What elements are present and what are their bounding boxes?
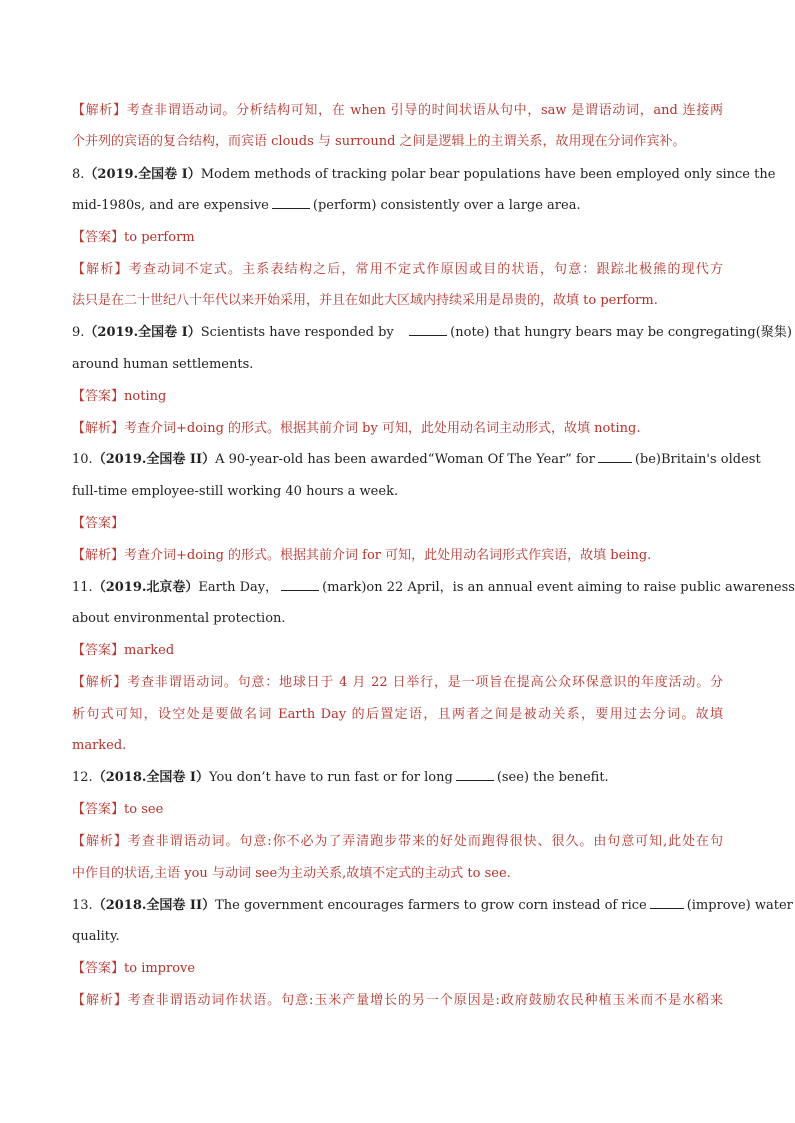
answer-11 [72, 642, 723, 660]
answer-label: 【答案】 [72, 516, 125, 531]
analysis-line: 中作目的状语,主语 you 与动词 see为主动关系,故填不定式的主动式 to see. [72, 866, 511, 881]
question-10 [72, 451, 761, 469]
question-11 [72, 579, 795, 597]
answer-value: marked [124, 643, 175, 658]
answer-value: noting [124, 389, 167, 404]
analysis-line: 【解析】考查介词+doing 的形式。根据其前介词 for 可知，此处用动名词形式作宾语，故填 being. [72, 548, 652, 563]
question-number: 10. [72, 452, 93, 467]
question-number: 9. [72, 325, 85, 340]
analysis-line: marked. [72, 738, 127, 753]
answer-13 [72, 960, 723, 978]
analysis-line: 【解析】考查非谓语动词。句意：地球日于 4 月 22 日举行，是一项旨在提高公众环保意识的年度活动。分 [72, 675, 723, 690]
analysis-line: 【解析】考查非谓语动词。句意:你不必为了弄清跑步带来的好处而跑得很快、很久。由句意可知,此处在句 [72, 834, 723, 849]
question-source: （2019.全国卷 I） [84, 325, 201, 340]
question-text: Earth Day， [198, 580, 279, 595]
question-text: You don’t have to run fast or for long [209, 770, 453, 785]
question-text: mid-1980s, and are expensive [72, 198, 269, 213]
question-10-line2: full-time employee-still working 40 hours a week. [72, 484, 399, 499]
question-source: （2019.全国卷 II） [92, 452, 216, 467]
question-8-line2 [72, 197, 723, 215]
question-number: 13. [72, 898, 93, 913]
answer-label: 【答案】 [72, 230, 125, 245]
answer-value: to improve [124, 961, 196, 976]
analysis-line: 【解析】考查介词+doing 的形式。根据其前介词 by 可知，此处用动名词主动形式，故填 noting. [72, 421, 641, 436]
answer-9 [72, 388, 723, 406]
question-source: （2019.北京卷） [92, 580, 199, 595]
analysis-line: 【解析】考查动词不定式。主系表结构之后，常用不定式作原因或目的状语，句意：跟踪北极熊的现代方 [72, 262, 723, 277]
question-9-line2: around human settlements. [72, 357, 254, 372]
question-text: (be)Britain's oldest [634, 452, 761, 467]
analysis-line: 析句式可知，设空处是要做名词 Earth Day 的后置定语，且两者之间是被动关系，要用过去分词。故填 [72, 707, 723, 722]
question-text: The government encourages farmers to grow corn instead of rice [215, 898, 647, 913]
question-8 [72, 166, 776, 184]
answer-blank [598, 452, 632, 463]
answer-label: 【答案】 [72, 802, 125, 817]
answer-blank [456, 770, 494, 781]
answer-10 [72, 515, 723, 533]
analysis-line: 【解析】考查非谓语动词作状语。句意:玉米产量增长的另一个原因是:政府鼓励农民种植玉米而不是水稻来 [72, 993, 723, 1008]
question-9 [72, 324, 792, 342]
question-text: (see) the benefit. [496, 770, 609, 785]
question-13-line2: quality. [72, 929, 120, 944]
answer-8 [72, 229, 723, 247]
question-source: （2019.全国卷 I） [84, 167, 201, 182]
question-13 [72, 897, 793, 915]
question-text: (improve) water [686, 898, 793, 913]
answer-label: 【答案】 [72, 643, 125, 658]
analysis-line: 法只是在二十世纪八十年代以来开始采用，并且在如此大区域内持续采用是昂贵的，故填 to perform. [72, 293, 658, 308]
question-number: 11. [72, 580, 93, 595]
question-12 [72, 769, 723, 787]
question-text: Modem methods of tracking polar bear populations have been employed only since the [200, 167, 776, 182]
question-text: (note) that hungry bears may be congregating(聚集) [450, 325, 792, 340]
answer-blank [650, 898, 684, 909]
answer-blank [409, 325, 447, 336]
question-source: （2018.全国卷 II） [92, 898, 216, 913]
question-text: A 90-year-old has been awarded“Woman Of The Year” for [215, 452, 595, 467]
analysis-line: 【解析】考查非谓语动词。分析结构可知，在 when 引导的时间状语从句中，saw 是谓语动词，and 连接两 [72, 103, 723, 118]
answer-blank [281, 580, 319, 591]
question-source: （2018.全国卷 I） [92, 770, 210, 785]
answer-blank [272, 198, 310, 209]
answer-12 [72, 801, 723, 819]
answer-value: to see [124, 802, 164, 817]
question-number: 8. [72, 167, 85, 182]
answer-label: 【答案】 [72, 389, 125, 404]
question-11-line2: about environmental protection. [72, 611, 286, 626]
analysis-line: 个并列的宾语的复合结构，而宾语 clouds 与 surround 之间是逻辑上的主谓关系，故用现在分词作宾补。 [72, 134, 686, 149]
question-number: 12. [72, 770, 93, 785]
question-text: (mark)on 22 April，is an annual event aiming to raise public awareness [322, 580, 795, 595]
answer-value: to perform [124, 230, 195, 245]
question-text: (perform) consistently over a large area. [312, 198, 581, 213]
question-text: Scientists have responded by [200, 325, 394, 340]
answer-label: 【答案】 [72, 961, 125, 976]
